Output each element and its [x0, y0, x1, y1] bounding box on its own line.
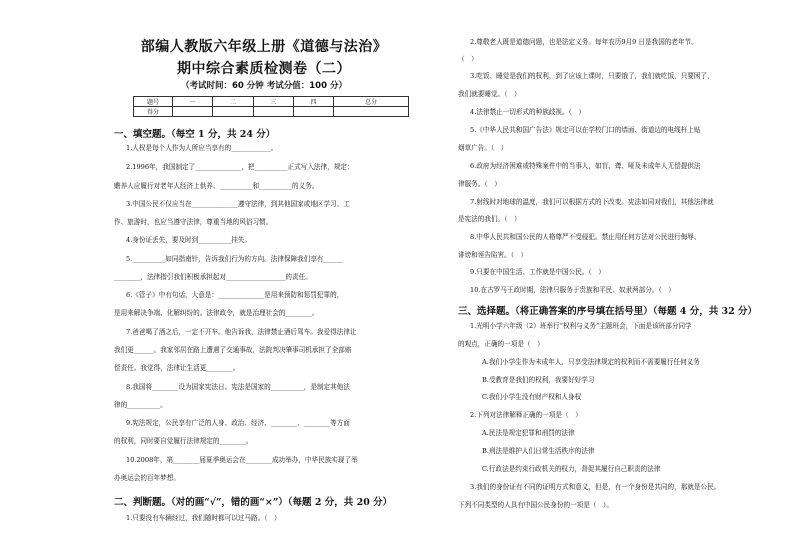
question-line: 3.我们的身份证有不同的证明方式和意义，但是，有一个身份是共同的，那就是公民。	[470, 483, 721, 491]
question-line: 办奥运会的百年梦想。	[114, 474, 180, 482]
table-cell[interactable]	[213, 107, 253, 117]
question-line: 4.法律禁止一切形式的种族歧视。（ ）	[470, 108, 586, 116]
question-line: 7.射线时对地球的温度，我们可以根据方式的下改变。宪法如同对我们，其他法律就	[470, 198, 714, 206]
exam-subtitle: 期中综合素质检测卷（二）	[177, 61, 351, 77]
question-line: 律的__________。	[114, 401, 167, 409]
section-judge-heading: 二、判断题。（对的画“√”，错的画“×”）（每题 2 分，共 20 分）	[114, 497, 393, 508]
section-choice-heading: 三、选择题。（将正确答案的序号填在括号里）（每题 4 分，共 32 分）	[458, 306, 758, 317]
question-line: 5.__________如同指南针，告诉我们行为的方向。法律保障我们享有______	[126, 255, 344, 263]
question-line: 诽谤和诬告陷害。（ ）	[458, 251, 528, 259]
question-line: 9.宪法规定，公民享有广泛的人身、政治、经济、________、________等方面	[126, 419, 350, 427]
question-line: 8.我国将________设为国家宪法日。宪法是国家的__________，是制定其他法	[126, 383, 350, 391]
question-line: 赡养人应履行对老年人经济上供养、__________和__________的义务。	[114, 182, 319, 190]
question-line: 6.《管子》中有句话，大意是：______________是用来预防和惩罚犯罪的，	[126, 291, 344, 299]
table-cell: 一	[173, 97, 213, 107]
choice-option: B.受教育是我们的权利，我要好好学习	[482, 376, 595, 384]
table-cell[interactable]	[334, 107, 409, 117]
exam-info: （考试时间：60 分钟 考试分值：100 分）	[181, 81, 347, 91]
choice-option: A.我们小学生作为未成年人，只享受法律规定的权利而不需要履行任何义务	[482, 358, 700, 366]
section-fill-blank-heading: 一、填空题。（每空 1 分，共 24 分）	[114, 129, 276, 140]
table-cell: 二	[213, 97, 253, 107]
question-line: （ ）	[458, 55, 478, 63]
choice-option: C.行政法是约束行政机关的权力，督促其履行自己职责的法律	[482, 465, 661, 473]
question-line: 我们更______。我家邻居在路上遭遇了交通事故，法院判决肇事司机承担了全部赔	[114, 346, 352, 354]
score-table-score-row	[134, 107, 409, 117]
table-cell: 总分	[334, 97, 409, 107]
question-line: 烟草广告。（ ）	[458, 144, 508, 152]
question-line: 8.中华人民共和国公民的人格尊严不受侵犯。禁止用任何方法对公民进行侮辱、	[470, 233, 701, 241]
question-line: 7.爸爸喝了酒之后，一定不开车。他告诉我，法律禁止酒后驾车。我爱得法律让	[126, 328, 357, 336]
table-cell[interactable]	[173, 107, 213, 117]
question-line: 1.只要没有车辆经过，我们随时都可以过马路。（ ）	[126, 514, 281, 522]
question-line: 是宪法的我们。（ ）	[458, 215, 521, 223]
question-line: 3.吃饭、睡觉是我们的权利，到了应该上课时，只要饿了，我们就吃饭，只要困了，	[470, 72, 714, 80]
score-table-header-row	[134, 97, 409, 107]
score-table	[133, 96, 409, 117]
table-cell: 四	[293, 97, 333, 107]
choice-option: C.我们小学生没有财产权和人身权	[482, 393, 582, 401]
question-line: 5.《中华人民共和国广告法》规定可以在学校门口的墙面、街道边的电线杆上贴	[470, 126, 701, 134]
choice-option: B.刑法是维护人们日常生活秩序的法律	[482, 447, 595, 455]
question-line: 偿责任。我觉得，法律让生活更________。	[114, 364, 240, 372]
question-line: 作、旅游时，也应当遵守法律，尊重当地的风俗习惯。	[114, 218, 273, 226]
question-line: 2.1996年，我国制定了______________，把__________正式写入法律，规定：	[126, 163, 354, 171]
question-line: 2.下列对法律解释正确的一项是（ ）	[470, 411, 582, 419]
question-line: 9.只要在中国生活、工作就是中国公民。（ ）	[470, 268, 605, 276]
question-line: 1.人权是每个人作为人所应当享有的____________。	[126, 144, 278, 152]
question-line: 我们就要睡觉。（ ）	[458, 90, 521, 98]
table-cell: 三	[253, 97, 293, 107]
table-cell[interactable]	[253, 107, 293, 117]
question-line: 2.尊敬老人既是道德问题，也是法定义务。每年农历9月9 日是我国的老年节。	[470, 38, 698, 46]
question-line: 的观点，正确的一项是（ ）	[458, 340, 544, 348]
choice-option: A.民法是规定犯罪和刑罚的法律	[482, 429, 575, 437]
question-line: 10.在古罗马王政时期，法律只服务于贵族和平民、奴隶两部分。（ ）	[470, 286, 675, 294]
question-line: 1.光明小学六年级（2）班举行“权利与义务”主题班会，下面是该班部分同学	[470, 322, 692, 330]
question-line: 律服务。（ ）	[458, 180, 501, 188]
question-line: 下列不同类型的人具有中国公民身份的一项是（ ）。	[458, 501, 613, 509]
question-line: 3.中国公民不仅应当在______________遵守法律，到其他国家或地区学习、工	[126, 200, 350, 208]
question-line: ________，法律指引我们积极承担起对__________________的责任。	[114, 273, 312, 281]
table-cell: 得分	[134, 107, 173, 117]
table-cell[interactable]	[293, 107, 333, 117]
question-line: 6.政府为经济困难或特殊案件中的当事人，如盲、聋、哑及未成年人无偿提供法	[470, 162, 701, 170]
question-line: 10.2008年，第________届夏季奥运会在________成功举办，中华民族实现了举	[126, 456, 358, 464]
table-cell: 题号	[134, 97, 173, 107]
question-line: 是用来解决争端、化解纠纷的。法律政令，就是治理社会的________。	[114, 309, 319, 317]
question-line: 的权利，同时要自觉履行法律规定的________。	[114, 437, 253, 445]
exam-title: 部编人教版六年级上册《道德与法治》	[140, 39, 388, 55]
question-line: 4.身份证丢失，要及时到__________挂失。	[126, 236, 251, 244]
